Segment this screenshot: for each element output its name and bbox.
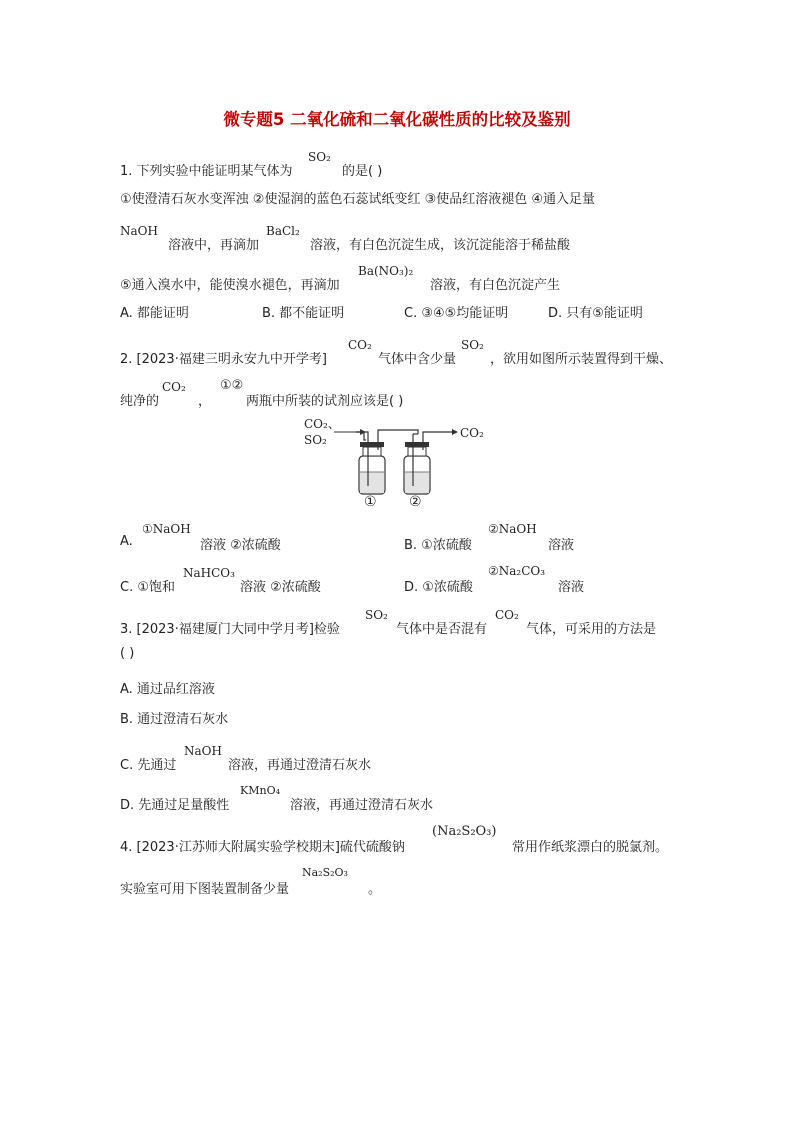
q1-formula: NaOH [120, 224, 158, 238]
q2-option-c-prefix[interactable]: C. ①饱和 [120, 580, 175, 595]
q2-option-d-formula: ②Na₂CO₃ [488, 564, 546, 578]
q2-option-c-formula: NaHCO₃ [183, 566, 235, 580]
page-title: 微专题5 二氧化硫和二氧化碳性质的比较及鉴别 [223, 110, 571, 129]
q1-option-d[interactable]: D. 只有⑤能证明 [548, 306, 643, 321]
q1-option-c[interactable]: C. ③④⑤均能证明 [404, 306, 509, 321]
q4-stem: 4. [2023·江苏师大附属实验学校期末]硫代硫酸钠 [120, 840, 405, 855]
q2-stem-text: 纯净的 [120, 394, 160, 409]
q1-statement-line: ①使澄清石灰水变浑浊 ②使湿润的蓝色石蕊试纸变红 ③使品红溶液褪色 ④通入足量 [120, 192, 596, 207]
outlet-gas-label: CO₂ [460, 426, 484, 440]
q1-stem-end: 的是( ) [342, 164, 383, 179]
q2-option-a-formula: ①NaOH [142, 522, 191, 536]
bottle-1-liquid [360, 472, 384, 493]
q3-option-c-formula: NaOH [184, 744, 222, 758]
q4-formula: Na₂S₂O₃ [302, 866, 348, 879]
connecting-tube [378, 430, 418, 434]
q3-formula: CO₂ [495, 608, 519, 622]
outlet-tube [423, 432, 452, 434]
q2-formula: CO₂ [162, 380, 186, 394]
q3-stem-text: 气体中是否混有 [396, 622, 488, 637]
q2-stem-text: 气体中含少量 [378, 352, 457, 367]
q1-formula: SO₂ [308, 150, 331, 164]
q1-option-b[interactable]: B. 都不能证明 [262, 306, 345, 321]
q2-formula: CO₂ [348, 338, 372, 352]
q3-option-d-formula: KMnO₄ [240, 784, 280, 797]
q4-stem-text: 常用作纸浆漂白的脱氯剂。 [512, 840, 669, 855]
q2-option-d-text: 溶液 [558, 580, 585, 595]
q1-formula: BaCl₂ [266, 224, 300, 238]
q2-bottle-labels: ①② [220, 378, 244, 393]
q2-option-d-prefix[interactable]: D. ①浓硫酸 [404, 580, 473, 595]
q2-option-b-formula: ②NaOH [488, 522, 537, 536]
q2-option-b-prefix[interactable]: B. ①浓硫酸 [404, 538, 472, 553]
inlet-gas-label: CO₂、 [304, 417, 340, 431]
q3-formula: SO₂ [365, 608, 388, 622]
q4-stem-text: 实验室可用下图装置制备少量 [120, 882, 290, 897]
bottle-2-liquid [405, 472, 429, 493]
q3-option-d-prefix[interactable]: D. 先通过足量酸性 [120, 798, 230, 813]
q4-formula: (Na₂S₂O₃) [432, 824, 497, 839]
q2-option-a-prefix[interactable]: A. [120, 534, 133, 549]
q2-stem: 2. [2023·福建三明永安九中开学考] [120, 352, 327, 367]
q3-option-c-prefix[interactable]: C. 先通过 [120, 758, 177, 773]
bottle-1-stopper [360, 442, 384, 447]
bottle-1-label: ① [364, 494, 377, 510]
q1-statement-text: 溶液，有白色沉淀产生 [430, 278, 561, 293]
q1-stem: 1. 下列实验中能证明某气体为 [120, 164, 293, 179]
inlet-gas-label: SO₂ [304, 433, 327, 447]
q3-answer-paren: ( ) [120, 646, 135, 661]
q1-statement-text: ⑤通入溴水中，能使溴水褪色，再滴加 [120, 278, 340, 293]
bottle-2-stopper [405, 442, 429, 447]
q3-option-b[interactable]: B. 通过澄清石灰水 [120, 712, 229, 727]
q1-formula: Ba(NO₃)₂ [358, 264, 414, 278]
outlet-arrow-head [452, 429, 458, 435]
q2-stem-text: 两瓶中所装的试剂应该是( ) [246, 394, 404, 409]
q2-option-b-text: 溶液 [548, 538, 575, 553]
q3-option-c-text: 溶液，再通过澄清石灰水 [228, 758, 372, 773]
q2-stem-text: ，欲用如图所示装置得到干燥、 [490, 352, 673, 367]
q3-option-d-text: 溶液，再通过澄清石灰水 [290, 798, 434, 813]
q2-option-a-text: 溶液 ②浓硫酸 [200, 538, 281, 553]
q1-option-a[interactable]: A. 都能证明 [120, 306, 189, 321]
bottle-2-label: ② [409, 494, 422, 510]
q2-formula: SO₂ [461, 338, 484, 352]
q1-statement-text: 溶液中，再滴加 [168, 238, 260, 253]
gas-washing-apparatus [300, 410, 500, 510]
q4-stem-text: 。 [368, 882, 382, 897]
q3-stem: 3. [2023·福建厦门大同中学月考]检验 [120, 622, 340, 637]
q3-stem-text: 气体，可采用的方法是 [526, 622, 657, 637]
q2-option-c-text: 溶液 ②浓硫酸 [240, 580, 321, 595]
q1-statement-text: 溶液，有白色沉淀生成，该沉淀能溶于稀盐酸 [310, 238, 571, 253]
q3-option-a[interactable]: A. 通过品红溶液 [120, 682, 215, 697]
q2-stem-text: ， [198, 394, 212, 409]
